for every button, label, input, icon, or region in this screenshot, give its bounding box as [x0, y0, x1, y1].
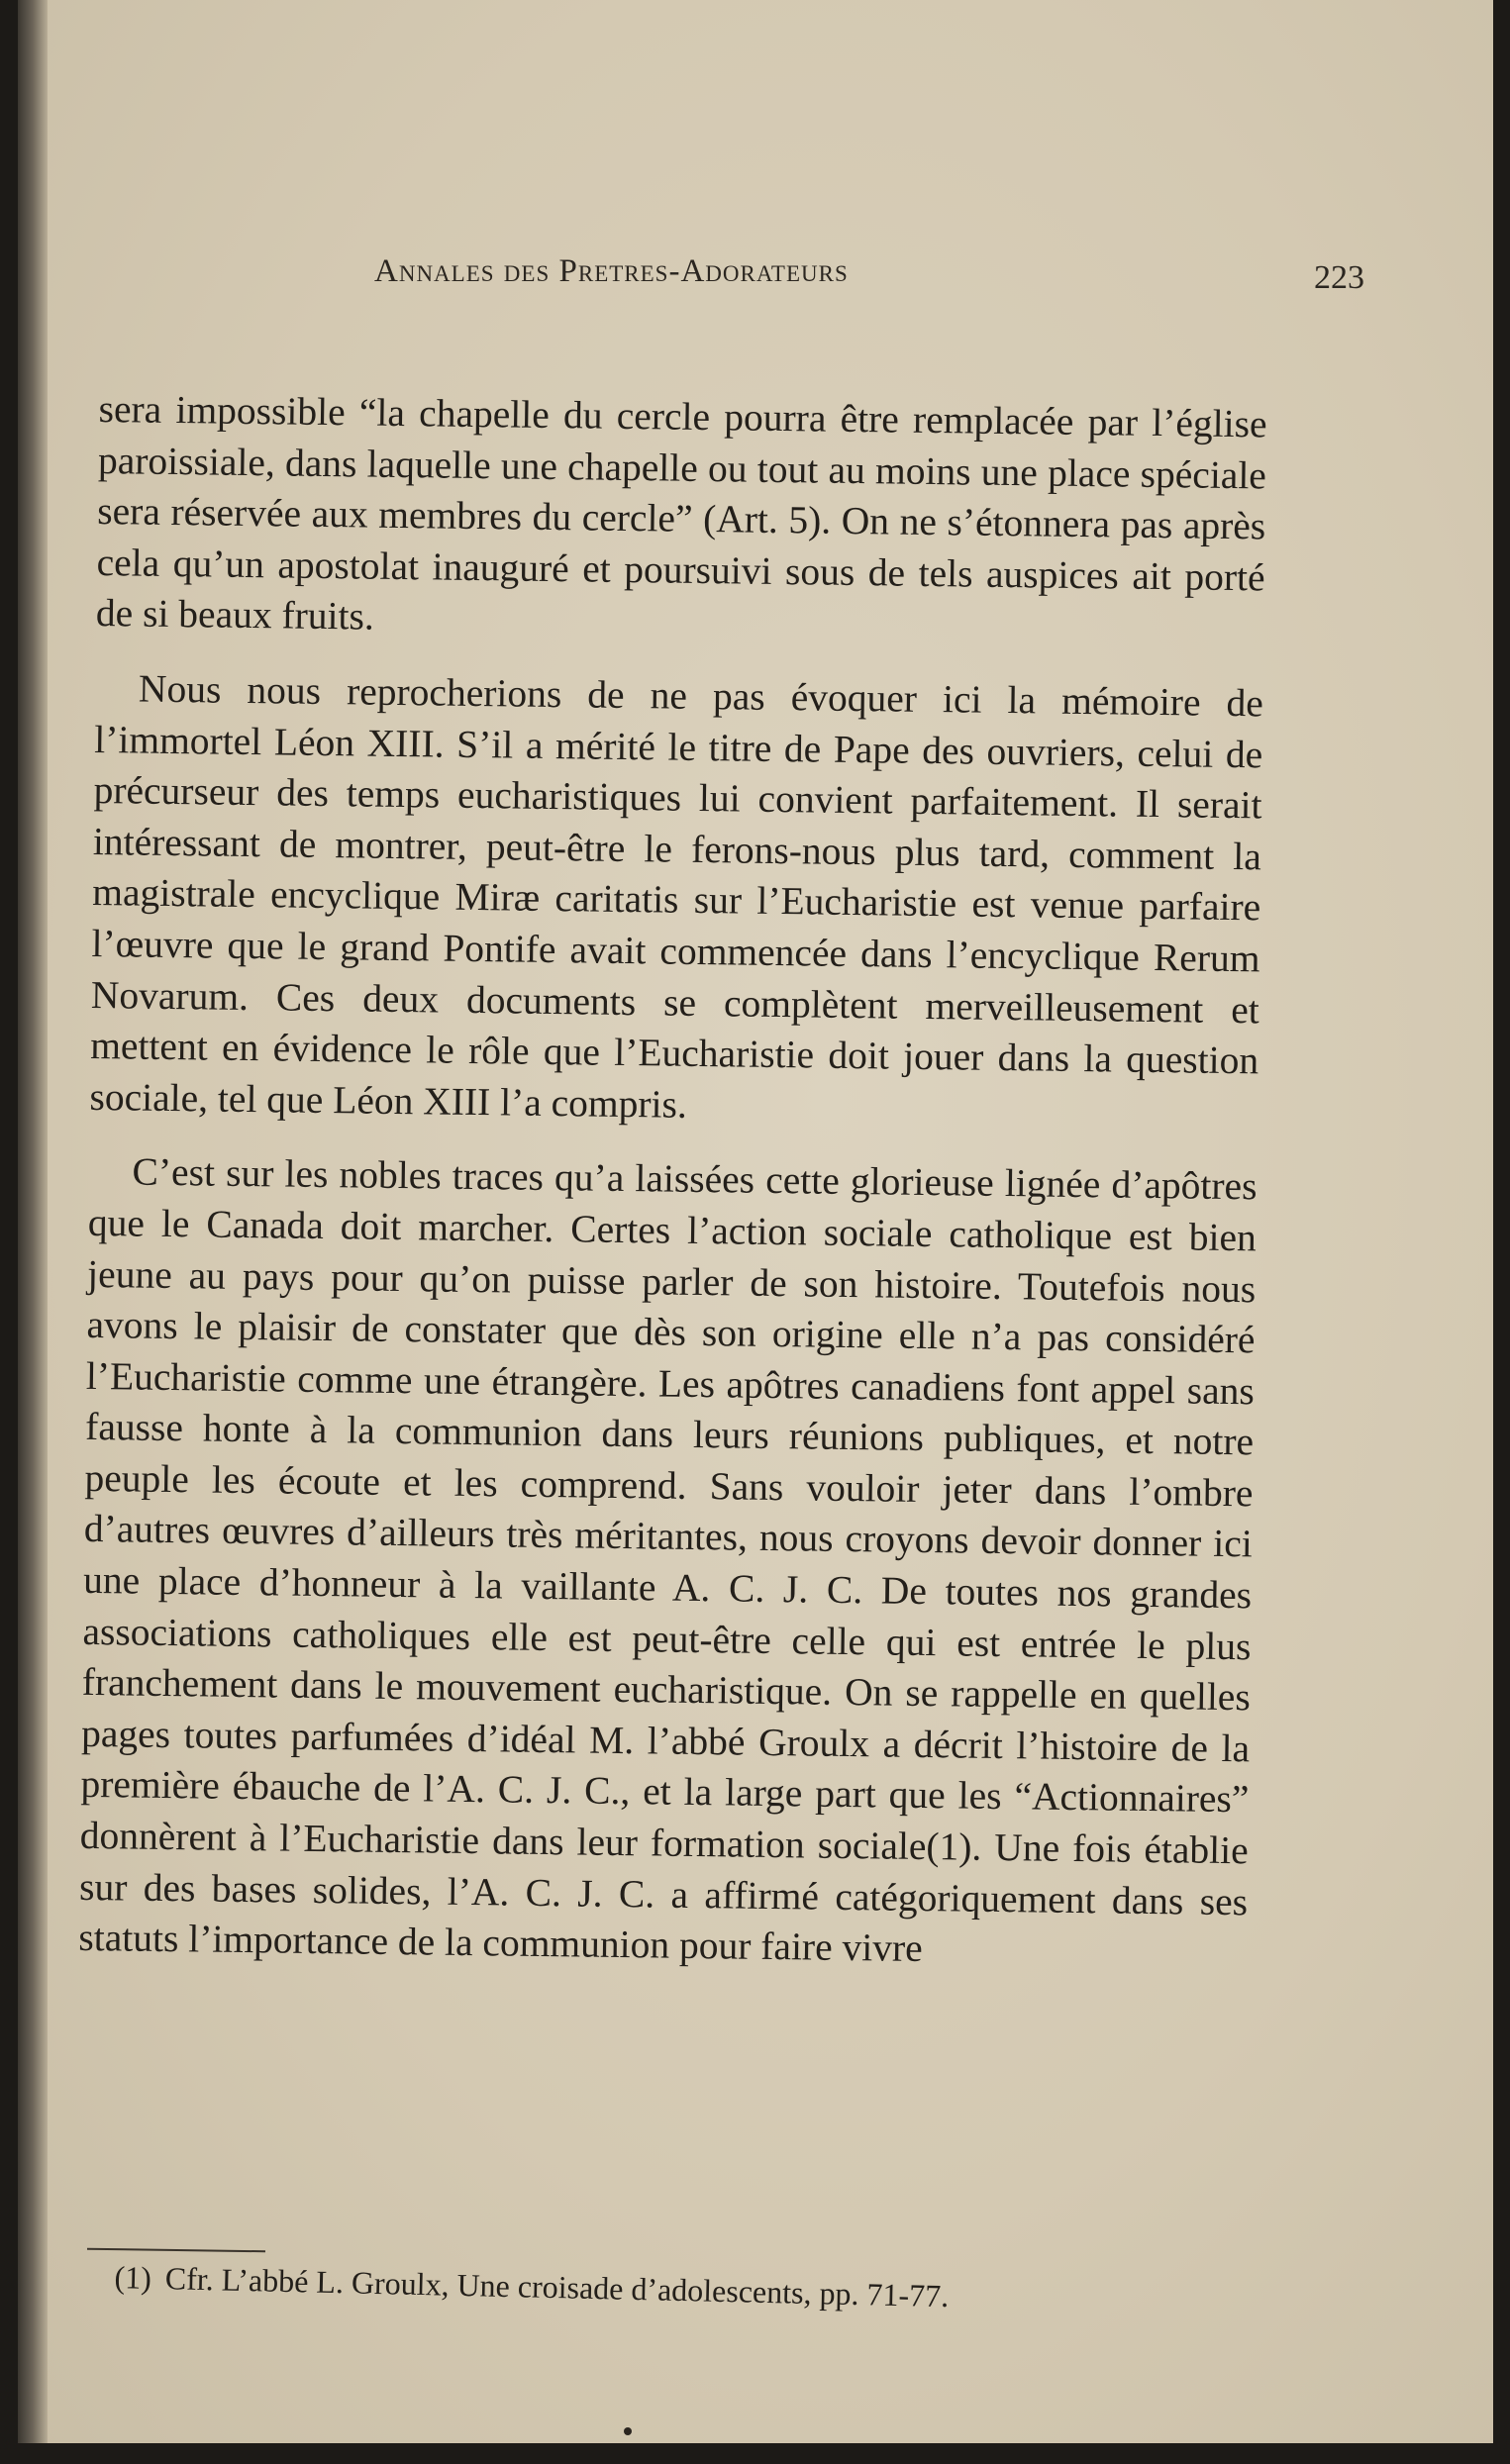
page-binding-shadow	[18, 0, 48, 2443]
page-speck	[624, 2427, 632, 2435]
running-title: Annales des Pretres-Adorateurs	[374, 253, 849, 289]
footnote-marker: (1)	[114, 2259, 152, 2296]
paragraph-3: C’est sur les nobles traces qu’a laissées cette glorieuse lignée d’apôtres que le Canada doit marcher. Certes l’action sociale catholique est bien jeune au pays pour qu’on puisse parler de son histoire. Toutefois nous avons le plaisir de constater que dès son origine elle n’a pas considéré l’Eucharistie comme une étrangère. Les apôtres canadiens font appel sans fausse honte à la communion dans leurs réunions publiques, et notre peuple les écoute et les comprend. Sans vouloir jeter dans l’ombre d’autres œuvres d’ailleurs très méritantes, nous croyons devoir donner ici une place d’honneur à la vaillante A. C. J. C. De toutes nos grandes associations catholiques elle est peut-être celle qui est entrée le plus franchement dans le mouvement eucharistique. On se rappelle en quelles pages toutes parfumées d’idéal M. l’abbé Groulx a décrit l’histoire de la première ébauche de l’A. C. J. C., et la large part que les “Actionnaires” donnèrent à l’Eucharistie dans leur formation sociale(1). Une fois établie sur des bases solides, l’A. C. J. C. a affirmé catégoriquement dans ses statuts l’importance de la communion pour faire vivre	[78, 1149, 1258, 1971]
page-number: 223	[1314, 259, 1364, 296]
page-header	[374, 253, 1364, 303]
paragraph-2: Nous nous reprocherions de ne pas évoquer ici la mémoire de l’immortel Léon XIII. S’il a mérité le titre de Pape des ouvriers, celui de précurseur des temps eucharistiques lui convient parfaitement. Il serait intéressant de montrer, peut-être le ferons-nous plus tard, comment la magistrale encyclique Miræ caritatis sur l’Eucharistie est venue parfaire l’œuvre que le grand Pontife avait commencée dans l’encyclique Rerum Novarum. Ces deux documents se complètent merveilleusement et mettent en évidence le rôle que l’Eucharistie doit jouer dans la question sociale, tel que Léon XIII l’a compris.	[89, 666, 1264, 1127]
body-text	[78, 384, 1267, 2003]
footnote-divider	[87, 2248, 265, 2253]
footnote	[114, 2259, 1204, 2320]
book-page	[18, 0, 1493, 2443]
paragraph-1: sera impossible “la chapelle du cercle pourra être remplacée par l’église paroissiale, dans laquelle une chapelle ou tout au moins une place spéciale sera réservée aux membres du cercle” (Art. 5). On ne s’étonnera pas après cela qu’un apostolat inauguré et poursuivi sous de tels auspices ait porté de si beaux fruits.	[95, 386, 1267, 640]
footnote-text: Cfr. L’abbé L. Groulx, Une croisade d’adolescents, pp. 71-77.	[164, 2260, 950, 2315]
